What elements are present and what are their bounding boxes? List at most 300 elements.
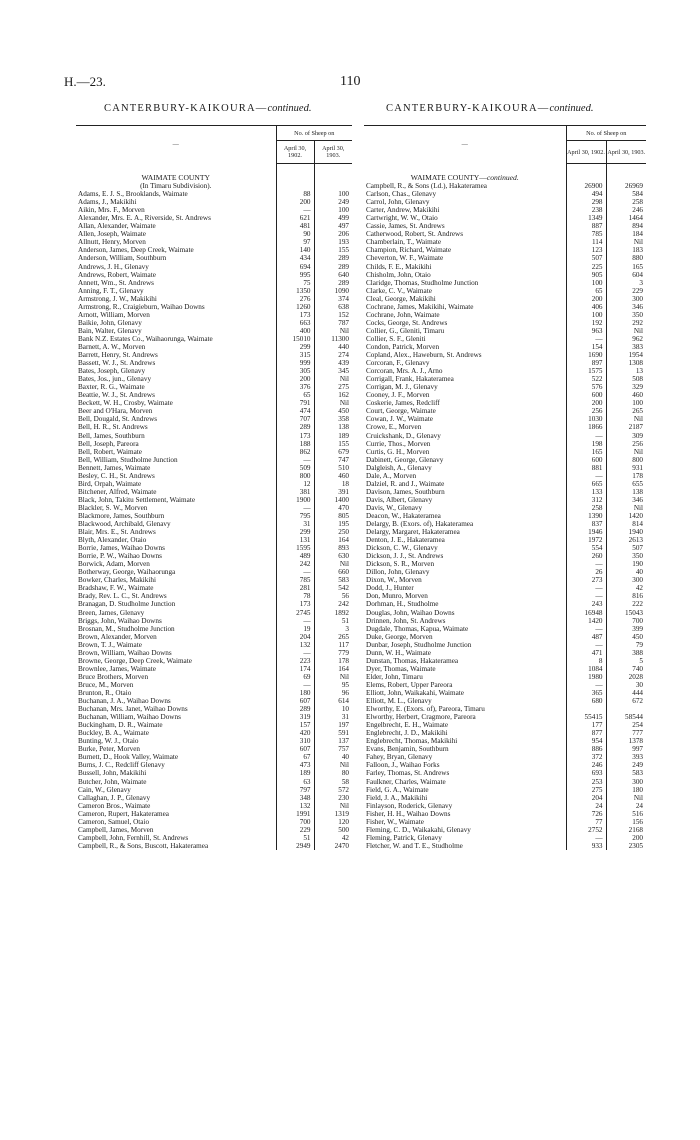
owner-name: Dunstan, Thomas, Hakateramea [366,656,459,665]
owner-name: Bowker, Charles, Makikihi [78,576,156,585]
sheep-1902: 785 [276,576,314,584]
sheep-1902: 1420 [566,617,606,625]
sheep-1902: 229 [276,826,314,834]
sheep-1902: 791 [276,399,314,407]
owner-name: Chisholm, John, Otaio [366,270,431,279]
sheep-1903: 497 [314,222,352,230]
sheep-1903: 152 [314,311,352,319]
table-row [364,407,646,415]
sheep-1903: 374 [314,295,352,303]
owner-name: Engelbrecht, E. H., Waimate [366,721,449,730]
left-county-heading: WAIMATE COUNTY [141,174,211,182]
sheep-1902: 188 [276,440,314,448]
sheep-1902: 600 [566,391,606,399]
owner-name: Cartwright, W. W., Otaio [366,214,438,223]
table-row [364,375,646,383]
table-row [364,745,646,753]
table-row [76,568,352,576]
table-row [76,327,352,335]
table-row [76,375,352,383]
sheep-1902: 189 [276,769,314,777]
owner-name: Browne, George, Deep Creek, Waimate [78,656,192,665]
left-name-column-header: — [76,126,276,164]
owner-name: Arnott, William, Morven [78,310,150,319]
sheep-1903: 444 [606,689,646,697]
table-row [76,512,352,520]
table-row [364,560,646,568]
sheep-1902: 1030 [566,415,606,423]
table-row [76,440,352,448]
sheep-1903: 18 [314,480,352,488]
sheep-1903: 440 [314,343,352,351]
right-year-1903-header: April 30, 1903. [606,141,646,164]
table-row [364,794,646,802]
owner-name: Dickson, C. W., Glenavy [366,544,438,553]
owner-name: Allnutt, Henry, Morven [78,238,146,247]
table-row [76,263,352,271]
sheep-1903: 777 [606,729,646,737]
owner-name: Faulkner, Charles, Waimate [366,777,446,786]
owner-name: Corcoran, F., Glenavy [366,359,430,368]
owner-name: Black, John, Takitu Settlement, Waimate [78,495,196,504]
sheep-1902: 19 [276,625,314,633]
left-subdivision-heading: (In Timaru Subdivision). [140,182,212,191]
table-row [364,440,646,448]
sheep-1902: 55415 [566,713,606,721]
sheep-1903: 350 [606,552,646,560]
table-row [364,214,646,222]
table-row [364,415,646,423]
sheep-1903: 3 [606,279,646,287]
sheep-1902: 12 [276,480,314,488]
table-row [76,649,352,657]
sheep-1903: Nil [314,375,352,383]
owner-name: Borrie, P. W., Waihao Downs [78,552,162,561]
sheep-1903: 572 [314,786,352,794]
sheep-1903: 26969 [606,182,646,190]
sheep-1902: 487 [566,633,606,641]
sheep-1903: 274 [314,351,352,359]
table-row [364,472,646,480]
owner-name: Buchanan, Mrs. Janet, Waihao Downs [78,705,188,714]
owner-name: Botherway, George, Waihaorunga [78,568,176,577]
table-row [76,407,352,415]
owner-name: Bell, H. R., St. Andrews [78,423,148,432]
table-row [364,351,646,359]
sheep-1903: 100 [314,190,352,198]
sheep-1902: 174 [276,665,314,673]
table-row [364,786,646,794]
sheep-1902: 157 [276,721,314,729]
sheep-1903: 516 [606,810,646,818]
owner-name: Bussell, John, Makikihi [78,769,147,778]
sheep-1902: 173 [276,600,314,608]
table-row [364,423,646,431]
sheep-1902: 897 [566,359,606,367]
sheep-1903: 962 [606,335,646,343]
table-row [364,456,646,464]
table-row [76,335,352,343]
table-row [364,705,646,713]
table-row [76,464,352,472]
owner-name: Campbell, John, Fernhill, St. Andrews [78,833,189,842]
table-row [76,391,352,399]
owner-name: Fisher, H. H., Waihao Downs [366,809,451,818]
owner-name: Dunn, W. H., Waimate [366,648,431,657]
table-row [364,592,646,600]
owner-name: Bell, James, Southburn [78,431,145,440]
owner-name: Dyer, Thomas, Waimate [366,664,436,673]
sheep-1903: 155 [314,440,352,448]
sheep-1903: 195 [314,520,352,528]
table-row [364,689,646,697]
sheep-1902: 165 [566,448,606,456]
table-row [364,737,646,745]
sheep-1903: 816 [606,592,646,600]
table-row [364,625,646,633]
sheep-1902: 1946 [566,528,606,536]
owner-name: Coskerie, James, Redcliff [366,399,440,408]
table-row [364,263,646,271]
table-row [76,842,352,850]
sheep-1902: 2949 [276,842,314,850]
owner-name: Beckett, W. H., Crosby, Waimate [78,399,173,408]
sheep-1903: 638 [314,303,352,311]
sheep-1902: 26 [566,568,606,576]
owner-name: Cocks, George, St. Andrews [366,318,448,327]
table-row [364,576,646,584]
owner-name: Cleal, George, Makikihi [366,294,436,303]
owner-name: Adams, E. J. S., Brooklands, Waimate [78,190,188,199]
table-row [364,584,646,592]
sheep-1902: 200 [276,375,314,383]
owner-name: Fahey, Bryan, Glenavy [366,753,433,762]
sheep-1902: 276 [276,295,314,303]
sheep-1903: 388 [606,649,646,657]
table-row [76,303,352,311]
sheep-1902: 312 [566,496,606,504]
owner-name: Catherwood, Robert, St. Andrews [366,230,464,239]
sheep-1902: 140 [276,246,314,254]
sheep-1902: 289 [276,423,314,431]
sheep-1903: 997 [606,745,646,753]
sheep-1903: 138 [606,488,646,496]
sheep-1902: 837 [566,520,606,528]
sheep-1902: 238 [566,206,606,214]
sheep-1903: 300 [606,576,646,584]
table-row [364,295,646,303]
sheep-1902: 509 [276,464,314,472]
sheep-1902: 1390 [566,512,606,520]
sheep-1902: 707 [276,415,314,423]
sheep-1903: 184 [606,230,646,238]
table-row [76,311,352,319]
owner-name: Collier, S. F., Gleniti [366,334,426,343]
sheep-1902: 258 [566,504,606,512]
table-row [364,383,646,391]
owner-name: Bunting, W. J., Otaio [78,737,139,746]
owner-name: Delargy, Margaret, Hakateramea [366,528,460,537]
table-row [76,198,352,206]
owner-name: Englebrecht, Thomas, Makikihi [366,737,458,746]
table-row [364,842,646,850]
sheep-1903: 100 [606,399,646,407]
sheep-1903: 450 [606,633,646,641]
sheep-1902: 63 [276,778,314,786]
sheep-1902: 198 [566,440,606,448]
sheep-1902: 24 [566,802,606,810]
sheep-1902: 26900 [566,182,606,190]
sheep-1903: 197 [314,721,352,729]
sheep-1902: 1866 [566,423,606,431]
sheep-1903: 640 [314,271,352,279]
owner-name: Bell, Dougald, St. Andrews [78,415,158,424]
table-row [76,745,352,753]
owner-name: Fleming, C. D., Waikakahi, Glenavy [366,825,471,834]
owner-name: Brady, Rev. L. C., St. Andrews [78,592,167,601]
sheep-1903: 5 [606,657,646,665]
sheep-1903: 630 [314,552,352,560]
owner-name: Corrigall, Frank, Hakateramea [366,375,454,384]
owner-name: Armstrong, J. W., Makikihi [78,294,157,303]
sheep-1903: 137 [314,737,352,745]
sheep-1902: 15010 [276,335,314,343]
sheep-1903: 346 [606,496,646,504]
table-row [76,721,352,729]
sheep-1903: 10 [314,705,352,713]
sheep-1902: 180 [276,689,314,697]
owner-name: Blair, Mrs. E., St. Andrews [78,528,156,537]
sheep-1902: 1084 [566,665,606,673]
table-row [76,351,352,359]
sheep-1903: 183 [606,246,646,254]
sheep-1902: 204 [276,633,314,641]
sheep-1903: 162 [314,391,352,399]
sheep-1903: 13 [606,367,646,375]
owner-name: Borwick, Adam, Morven [78,560,150,569]
owner-name: Borrie, James, Waihao Downs [78,544,165,553]
sheep-1902: 246 [566,761,606,769]
table-row [364,600,646,608]
table-row [76,641,352,649]
sheep-1902: 299 [276,343,314,351]
owner-name: Buckingham, D. R., Waimate [78,721,163,730]
table-row [364,641,646,649]
sheep-1903: 156 [606,818,646,826]
sheep-1902: — [276,206,314,214]
sheep-1902: — [566,641,606,649]
sheep-1902: 365 [566,689,606,697]
table-row [364,343,646,351]
sheep-1903: Nil [606,415,646,423]
sheep-1903: 2305 [606,842,646,850]
owner-name: Campbell, R., & Sons (Ld.), Hakateramea [366,182,487,191]
owner-name: Elems, Robert, Upper Pareora [366,680,453,689]
sheep-1903: 329 [606,383,646,391]
sheep-1902: 473 [276,761,314,769]
table-row [364,512,646,520]
sheep-1903: 58544 [606,713,646,721]
right-county-heading: WAIMATE COUNTY—continued. [410,174,519,182]
sheep-1902: 795 [276,512,314,520]
sheep-1902: 16948 [566,609,606,617]
table-row [364,271,646,279]
owner-name: Farley, Thomas, St. Andrews [366,769,450,778]
sheep-1902: 680 [566,697,606,705]
sheep-1902: 177 [566,721,606,729]
owner-name: Breen, James, Glenavy [78,608,145,617]
sheep-1903: 383 [606,343,646,351]
table-row [76,367,352,375]
sheep-1902: 1350 [276,287,314,295]
sheep-1903: 507 [606,544,646,552]
owner-name: Burke, Peter, Morven [78,745,140,754]
owner-name: Cheverton, W. F., Waimate [366,254,444,263]
sheep-1902: 315 [276,351,314,359]
sheep-1903: 42 [606,584,646,592]
owner-name: Davison, James, Southburn [366,487,445,496]
owner-name: Bell, Robert, Waimate [78,447,142,456]
sheep-1902: 1972 [566,536,606,544]
sheep-1903: 508 [606,375,646,383]
owner-name: Alexander, Mrs. E. A., Riverside, St. Andrews [78,214,211,223]
table-row [364,230,646,238]
owner-name: Anderson, James, Deep Creek, Waimate [78,246,194,255]
sheep-1903: 2613 [606,536,646,544]
sheep-1903: 265 [606,407,646,415]
sheep-1902: — [276,617,314,625]
table-row [76,633,352,641]
sheep-1903: 894 [606,222,646,230]
sheep-1902: 173 [276,311,314,319]
sheep-1903: 309 [606,432,646,440]
sheep-1902: 1575 [566,367,606,375]
left-sheep-table [76,125,352,850]
sheep-1902: 298 [566,198,606,206]
table-row [76,190,352,198]
sheep-1903: 800 [606,456,646,464]
sheep-1903: 40 [606,568,646,576]
sheep-1903: 96 [314,689,352,697]
owner-name: Dickson, S. R., Morven [366,560,435,569]
sheep-1903: 893 [314,544,352,552]
owner-name: Anning, F. T., Glenavy [78,286,144,295]
sheep-1903: 80 [314,769,352,777]
table-row [364,810,646,818]
left-section-title: CANTERBURY-KAIKOURA—continued. [104,103,312,114]
sheep-1903: 700 [606,617,646,625]
owner-name: Collier, G., Gleniti, Timaru [366,326,445,335]
table-row [76,496,352,504]
table-row [364,536,646,544]
table-row [364,769,646,777]
sheep-1902: 700 [276,818,314,826]
sheep-1903: 189 [314,432,352,440]
owner-name: Blackmore, James, Southburn [78,511,165,520]
sheep-1902: 8 [566,657,606,665]
table-row [76,448,352,456]
sheep-1903: 470 [314,504,352,512]
sheep-1903: 178 [314,657,352,665]
owner-name: Elder, John, Timaru [366,672,423,681]
sheep-1902: 200 [566,295,606,303]
sheep-1902: 114 [566,238,606,246]
owner-name: Bell, Joseph, Pareora [78,439,139,448]
sheep-1902: 204 [566,794,606,802]
owner-name: Bates, Joseph, Glenavy [78,367,146,376]
sheep-1903: 11300 [314,335,352,343]
sheep-1903: Nil [314,399,352,407]
owner-name: Copland, Alex., Haweburn, St. Andrews [366,351,482,360]
owner-name: Cooney, J. F., Morven [366,391,430,400]
sheep-1902: 69 [276,673,314,681]
owner-name: Bennett, James, Waimate [78,463,151,472]
owner-name: Cain, W., Glenavy [78,785,131,794]
sheep-1902: 522 [566,375,606,383]
owner-name: Barnett, A. W., Morven [78,342,146,351]
sheep-1903: 542 [314,584,352,592]
owner-name: Field, J. A., Makikihi [366,793,428,802]
sheep-1902: 862 [276,448,314,456]
sheep-1902: 319 [276,713,314,721]
table-row [364,367,646,375]
owner-name: Butcher, John, Waimate [78,777,147,786]
table-row [364,359,646,367]
owner-name: Cowan, J. W., Waimate [366,415,433,424]
table-row [364,319,646,327]
document-reference: H.—23. [64,74,106,89]
owner-name: Bank N.Z. Estates Co., Waihaorunga, Waimate [78,334,213,343]
owner-name: Corrigan, M. J., Glenavy [366,383,438,392]
owner-name: Cameron, Rupert, Hakateramea [78,809,170,818]
sheep-1902: — [566,625,606,633]
sheep-1902: 471 [566,649,606,657]
owner-name: Dunbar, Joseph, Studholme Junction [366,640,472,649]
table-row [76,778,352,786]
table-row [76,673,352,681]
owner-name: Duke, George, Morven [366,632,433,641]
table-row [76,456,352,464]
sheep-1903: 439 [314,359,352,367]
sheep-1903: 460 [606,391,646,399]
sheep-1903: 583 [314,576,352,584]
table-row [364,609,646,617]
table-row [76,295,352,303]
sheep-1903: 51 [314,617,352,625]
owner-name: Buckley, B. A., Waimate [78,729,149,738]
sheep-1902: 348 [276,794,314,802]
sheep-1903: 1308 [606,359,646,367]
owner-name: Don, Munro, Morven [366,592,428,601]
owner-name: Cochrane, James, Makikihi, Waimate [366,302,474,311]
sheep-1902: 381 [276,488,314,496]
owner-name: Beer and O'Hara, Morven [78,407,153,416]
sheep-1902: 434 [276,254,314,262]
table-row [76,794,352,802]
sheep-1903: 391 [314,488,352,496]
owner-name: Bruce Brothers, Morven [78,672,149,681]
table-row [364,488,646,496]
table-row [76,697,352,705]
table-row [364,238,646,246]
sheep-1902: 281 [276,584,314,592]
table-row [76,287,352,295]
right-section-title: CANTERBURY-KAIKOURA—continued. [386,103,594,114]
sheep-1903: 242 [314,600,352,608]
owner-name: Allan, Alexander, Waimate [78,222,156,231]
table-row [364,826,646,834]
sheep-1902: 785 [566,230,606,238]
